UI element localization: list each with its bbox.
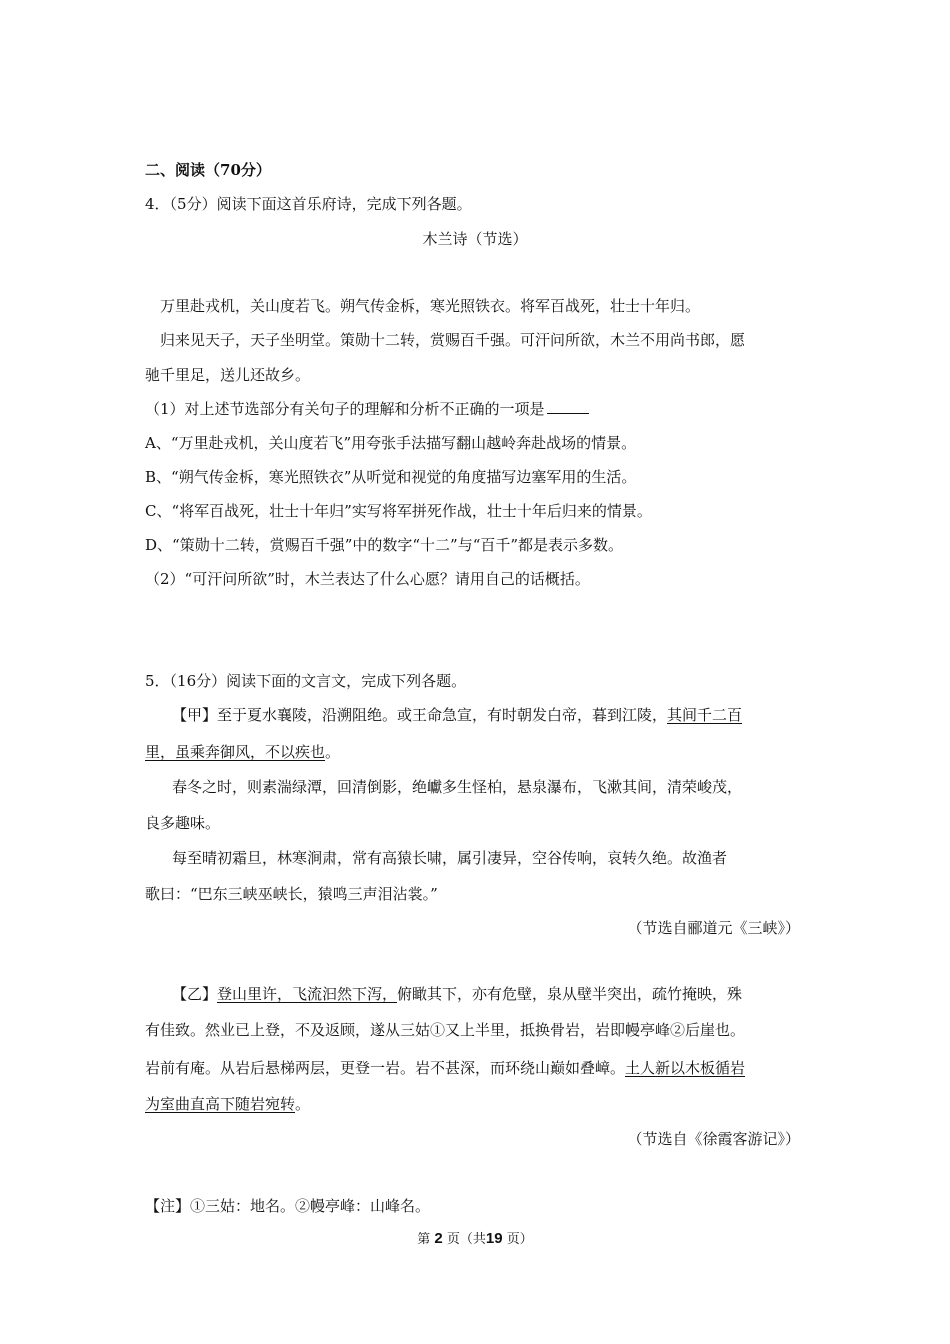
option-c: C、“将军百战死，壮士十年归”实写将军拼死作战，壮士十年后归来的情景。 xyxy=(145,502,652,520)
poem-title: 木兰诗（节选） xyxy=(422,230,528,248)
poem-line: 驰千里足，送儿还故乡。 xyxy=(145,366,311,384)
jia-line1 xyxy=(172,705,742,725)
page-footer xyxy=(0,1229,950,1250)
footer-suffix: 页） xyxy=(506,1232,533,1247)
jia-para2-line2: 良多趣味。 xyxy=(145,814,221,832)
footer-prefix: 第 xyxy=(417,1232,431,1247)
page-number: 2 xyxy=(434,1230,443,1247)
q4-sub2: （2）“可汗问所欲”时，木兰表达了什么心愿？请用自己的话概括。 xyxy=(145,570,590,588)
jia-underlined-text: 其间千二百 xyxy=(667,706,743,724)
q5-stem: 5．（16分）阅读下面的文言文，完成下列各题。 xyxy=(145,672,467,690)
yi-underlined-text: 登山里许，飞流汩然下泻， xyxy=(217,985,398,1003)
jia-underlined-text: 里，虽乘奔御风，不以疾也 xyxy=(145,743,326,761)
q4-sub1-text: （1）对上述节选部分有关句子的理解和分析不正确的一项是 xyxy=(145,400,545,418)
footer-middle: 页（共 xyxy=(446,1232,486,1247)
yi-source: （节选自《徐霞客游记》） xyxy=(627,1130,800,1148)
jia-text: 。 xyxy=(325,743,341,761)
option-b: B、“朔气传金柝，寒光照铁衣”从听觉和视觉的角度描写边塞军用的生活。 xyxy=(145,468,637,486)
q4-stem: 4．（5分）阅读下面这首乐府诗，完成下列各题。 xyxy=(145,195,472,213)
jia-source: （节选自郦道元《三峡》） xyxy=(627,919,800,937)
yi-text: 俯瞰其下，亦有危壁，泉从壁半突出，疏竹掩映，殊 xyxy=(397,985,743,1003)
poem-line: 归来见天子，天子坐明堂。策勋十二转，赏赐百千强。可汗问所欲，木兰不用尚书郎，愿 xyxy=(160,331,746,349)
note: 【注】①三姑：地名。②幔亭峰：山峰名。 xyxy=(145,1197,431,1215)
yi-text: 岩前有庵。从岩后悬梯两层，更登一岩。岩不甚深，而环绕山巅如叠嶂。 xyxy=(145,1059,626,1077)
page-total: 19 xyxy=(485,1230,503,1247)
yi-line1 xyxy=(172,984,742,1004)
section-heading: 二、阅读（70分） xyxy=(145,161,271,179)
yi-text: 。 xyxy=(295,1095,311,1113)
jia-line2 xyxy=(145,742,340,762)
poem-line: 万里赴戎机，关山度若飞。朔气传金柝，寒光照铁衣。将军百战死，壮士十年归。 xyxy=(160,297,701,315)
yi-line4 xyxy=(145,1094,310,1114)
answer-blank xyxy=(547,399,589,414)
jia-text: 【甲】至于夏水襄陵，沿溯阻绝。或王命急宣，有时朝发白帝，暮到江陵， xyxy=(172,706,668,724)
option-a: A、“万里赴戎机，关山度若飞”用夸张手法描写翻山越岭奔赴战场的情景。 xyxy=(145,434,637,452)
yi-underlined-text: 为室曲直高下随岩宛转 xyxy=(145,1095,296,1113)
yi-line2: 有佳致。然业已上登，不及返顾，遂从三姑①又上半里，抵换骨岩，岩即幔亭峰②后崖也。 xyxy=(145,1021,746,1039)
q4-sub1 xyxy=(145,399,589,419)
jia-para3-line2: 歌曰：“巴东三峡巫峡长，猿鸣三声泪沾裳。” xyxy=(145,885,438,903)
yi-line3 xyxy=(145,1058,745,1078)
jia-para2-line1: 春冬之时，则素湍绿潭，回清倒影，绝巘多生怪柏，悬泉瀑布，飞漱其间，清荣峻茂， xyxy=(172,778,743,796)
jia-para3-line1: 每至晴初霜旦，林寒涧肃，常有高猿长啸，属引凄异，空谷传响，哀转久绝。故渔者 xyxy=(172,849,728,867)
yi-label: 【乙】 xyxy=(172,985,218,1003)
option-d: D、“策勋十二转，赏赐百千强”中的数字“十二”与“百千”都是表示多数。 xyxy=(145,536,624,554)
yi-underlined-text: 土人新以木板循岩 xyxy=(625,1059,746,1077)
